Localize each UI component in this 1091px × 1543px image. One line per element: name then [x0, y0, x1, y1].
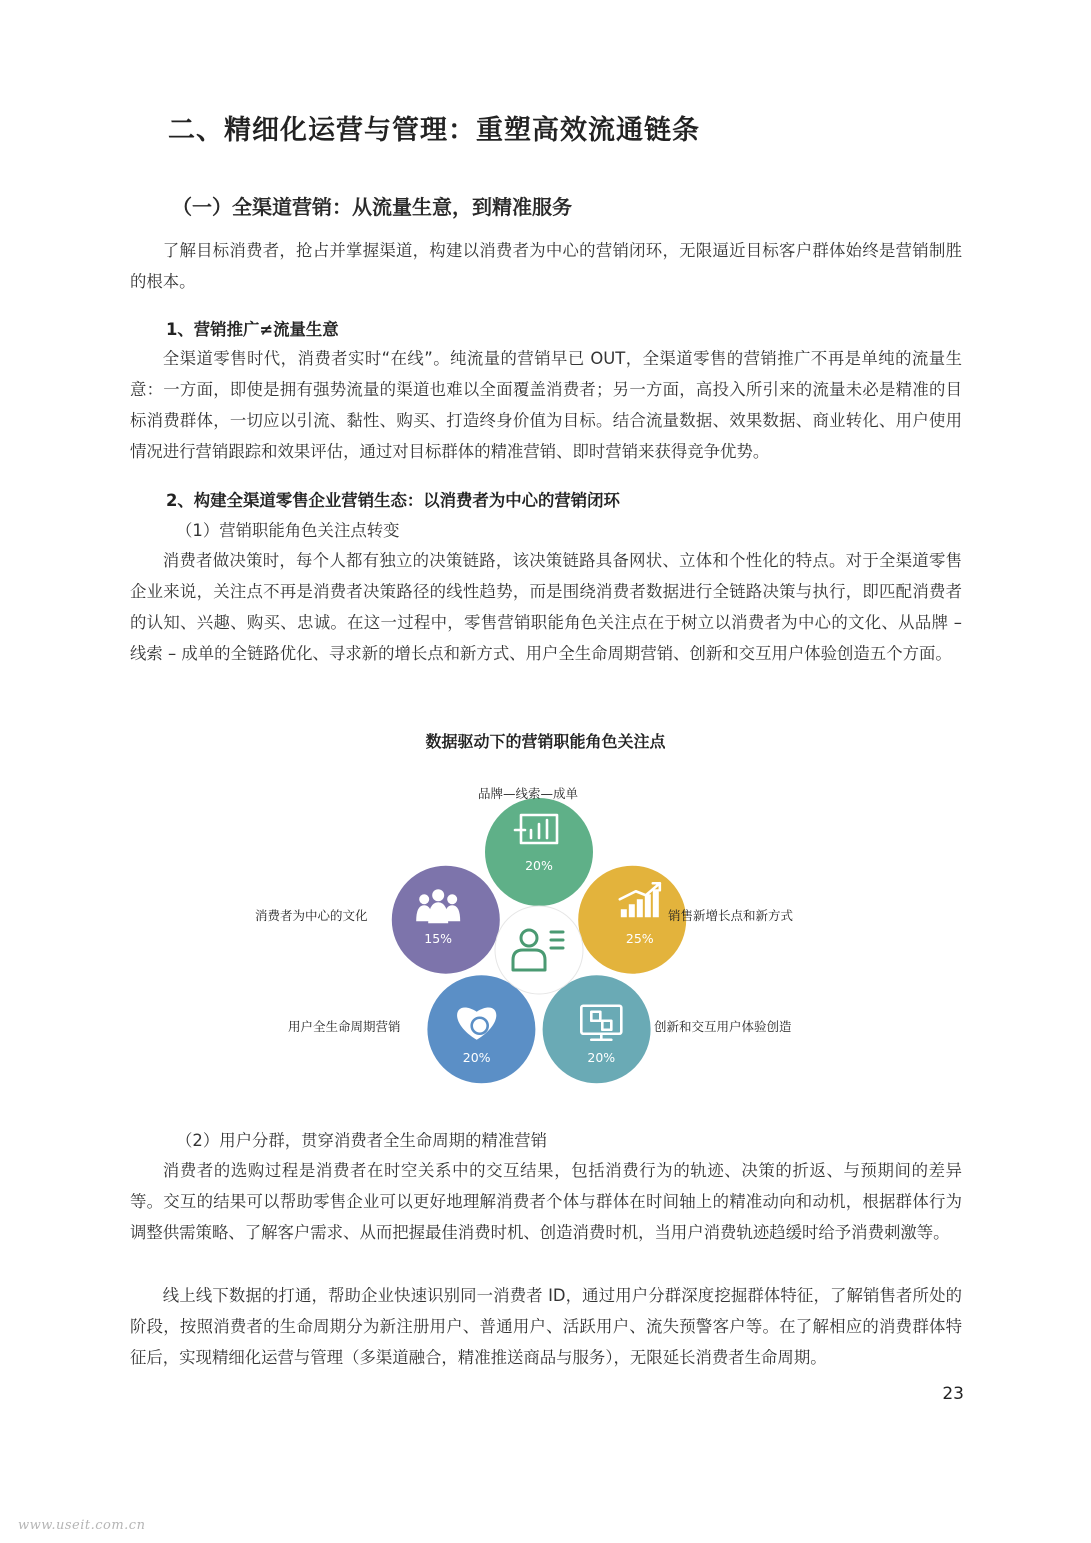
point2-heading: 2、构建全渠道零售企业营销生态：以消费者为中心的营销闭环 — [166, 491, 620, 510]
category-label: 品牌—线索—成单 — [478, 786, 579, 801]
petal-1 — [484, 797, 594, 907]
figure-title: 数据驱动下的营销职能角色关注点 — [425, 732, 666, 751]
petal-3 — [542, 974, 652, 1084]
point2-sub1-paragraph: 消费者做决策时，每个人都有独立的决策链路，该决策链路具备网状、立体和个性化的特点。对于全渠道零售企业来说，关注点不再是消费者决策路径的线性趋势，而是围绕消费者数据进行全链路决策与执行，即匹配消费者的认知、兴趣、购买、忠诚。在这一过程中，零售营销职能角色关注点在于树立以消费者为中心的文化、从品牌 – 线索 – 成单的全链路优化、寻求新的增长点和新方式、用户全生命周期营销、创新和交互用户体验创造五个方面。 — [130, 551, 962, 663]
intro-paragraph: 了解目标消费者，抢占并掌握渠道，构建以消费者为中心的营销闭环，无限逼近目标客户群体始终是营销制胜的根本。 — [130, 241, 962, 291]
point2-sub2-paragraph2: 线上线下数据的打通，帮助企业快速识别同一消费者 ID，通过用户分群深度挖掘群体特征，了解销售者所处的阶段，按照消费者的生命周期分为新注册用户、普通用户、活跃用户、流失预警客户等。在了解相应的消费群体特征后，实现精细化运营与管理（多渠道融合，精准推送商品与服务），无限延长消费者生命周期。 — [130, 1286, 962, 1367]
watermark-text: www.useit.com.cn — [18, 1518, 146, 1533]
page-number: 23 — [942, 1384, 964, 1404]
petal-value-label: 20% — [587, 1049, 616, 1065]
point2-sub2-paragraph1: 消费者的选购过程是消费者在时空关系中的交互结果，包括消费行为的轨迹、决策的折返、与预期间的差异等。交互的结果可以帮助零售企业可以更好地理解消费者个体与群体在时间轴上的精准动向和动机，根据群体行为调整供需策略、了解客户需求、从而把握最佳消费时机、创造消费时机，当用户消费轨迹趋缓时给予消费刺激等。 — [130, 1161, 962, 1242]
category-label: 销售新增长点和新方式 — [668, 908, 794, 923]
point2-sub2-heading: （2）用户分群，贯穿消费者全生命周期的精准营销 — [176, 1131, 548, 1150]
category-label: 消费者为中心的文化 — [255, 908, 368, 923]
category-label: 用户全生命周期营销 — [288, 1019, 401, 1034]
petal-value-label: 20% — [525, 858, 553, 873]
subsection-title: （一）全渠道营销：从流量生意，到精准服务 — [172, 195, 572, 219]
point1-paragraph: 全渠道零售时代，消费者实时“在线”。纯流量的营销早已 OUT，全渠道零售的营销推广不再是单纯的流量生意：一方面，即使是拥有强势流量的渠道也难以全面覆盖消费者；另一方面，高投入所引来的流量未必是精准的目标消费群体，一切应以引流、黏性、购买、打造终身价值为目标。结合流量数据、效果数据、商业转化、用户使用情况进行营销跟踪和效果评估，通过对目标群体的精准营销、即时营销来获得竞争优势。 — [130, 349, 962, 461]
point1-heading: 1、营销推广≠流量生意 — [166, 320, 339, 339]
category-label: 创新和交互用户体验创造 — [654, 1019, 792, 1034]
point2-sub1-heading: （1）营销职能角色关注点转变 — [176, 521, 400, 540]
petal-value-label: 20% — [462, 1049, 491, 1065]
petal-value-label: 25% — [625, 931, 654, 947]
petal-value-label: 15% — [424, 931, 453, 947]
section-title: 二、精细化运营与管理：重塑高效流通链条 — [168, 115, 700, 146]
